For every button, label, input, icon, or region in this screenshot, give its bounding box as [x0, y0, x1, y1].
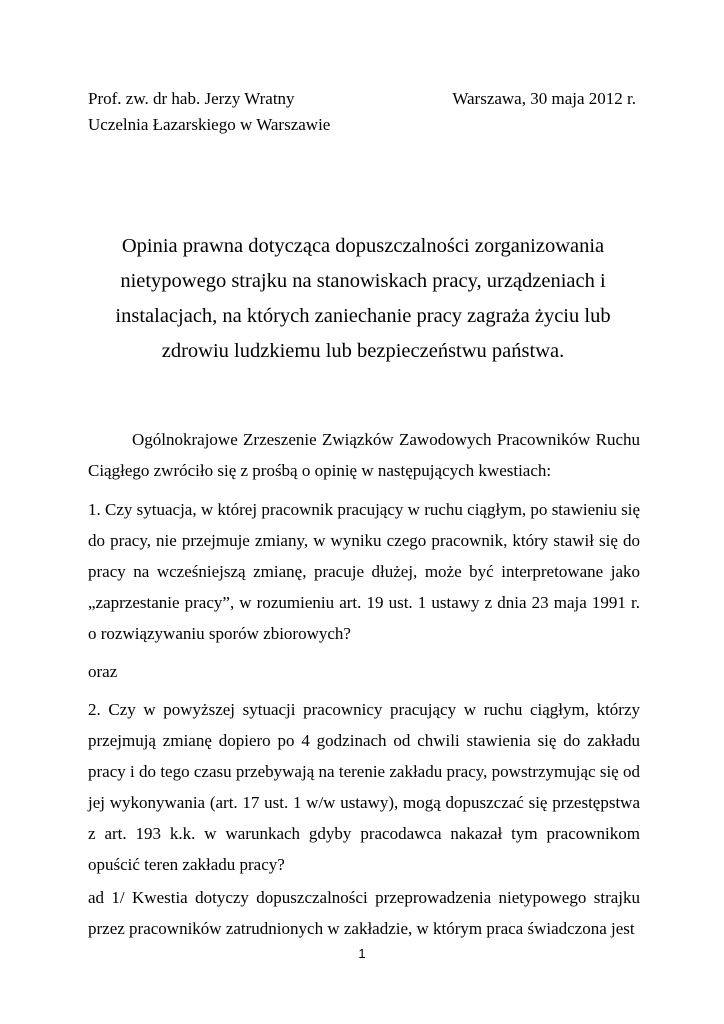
author-name: Prof. zw. dr hab. Jerzy Wratny	[88, 89, 295, 108]
page-number: 1	[358, 946, 366, 961]
place-and-date: Warszawa, 30 maja 2012 r.	[452, 89, 636, 108]
author-institution: Uczelnia Łazarskiego w Warszawie	[88, 115, 331, 134]
document-title: Opinia prawna dotycząca dopuszczalności zorganizowania nietypowego strajku na stanowiskach pracy, urządzeniach i instalacjach, na których zaniechanie pracy zagraża życiu lub zdrowiu ludzkiemu lub bezpieczeństwu państwa.	[115, 235, 611, 362]
answer-1-paragraph: ad 1/ Kwestia dotyczy dopuszczalności przeprowadzenia nietypowego strajku przez pracowników zatrudnionych w zakładzie, w którym praca świadczona jest	[88, 888, 640, 938]
connector-paragraph: oraz	[88, 662, 118, 681]
intro-paragraph: Ogólnokrajowe Zrzeszenie Związków Zawodowych Pracowników Ruchu Ciągłego zwróciło się z prośbą o opinię w następujących kwestiach:	[88, 430, 640, 480]
question-1-paragraph: 1. Czy sytuacja, w której pracownik pracujący w ruchu ciągłym, po stawieniu się do pracy, nie przejmuje zmiany, w wyniku czego pracownik, który stawił się do pracy na wcześniejszą zmianę, pracuje dłużej, może być interpretowane jako „zaprzestanie pracy”, w rozumieniu art. 19 ust. 1 ustawy z dnia 23 maja 1991 r. o rozwiązywaniu sporów zbiorowych?	[88, 500, 640, 643]
question-2-paragraph: 2. Czy w powyższej sytuacji pracownicy pracujący w ruchu ciągłym, którzy przejmują zmianę dopiero po 4 godzinach od chwili stawienia się do zakładu pracy i do tego czasu przebywają na terenie zakładu pracy, powstrzymując się od jej wykonywania (art. 17 ust. 1 w/w ustawy), mogą dopuszczać się przestępstwa z art. 193 k.k. w warunkach gdyby pracodawca nakazał tym pracownikom opuścić teren zakładu pracy?	[88, 700, 640, 874]
